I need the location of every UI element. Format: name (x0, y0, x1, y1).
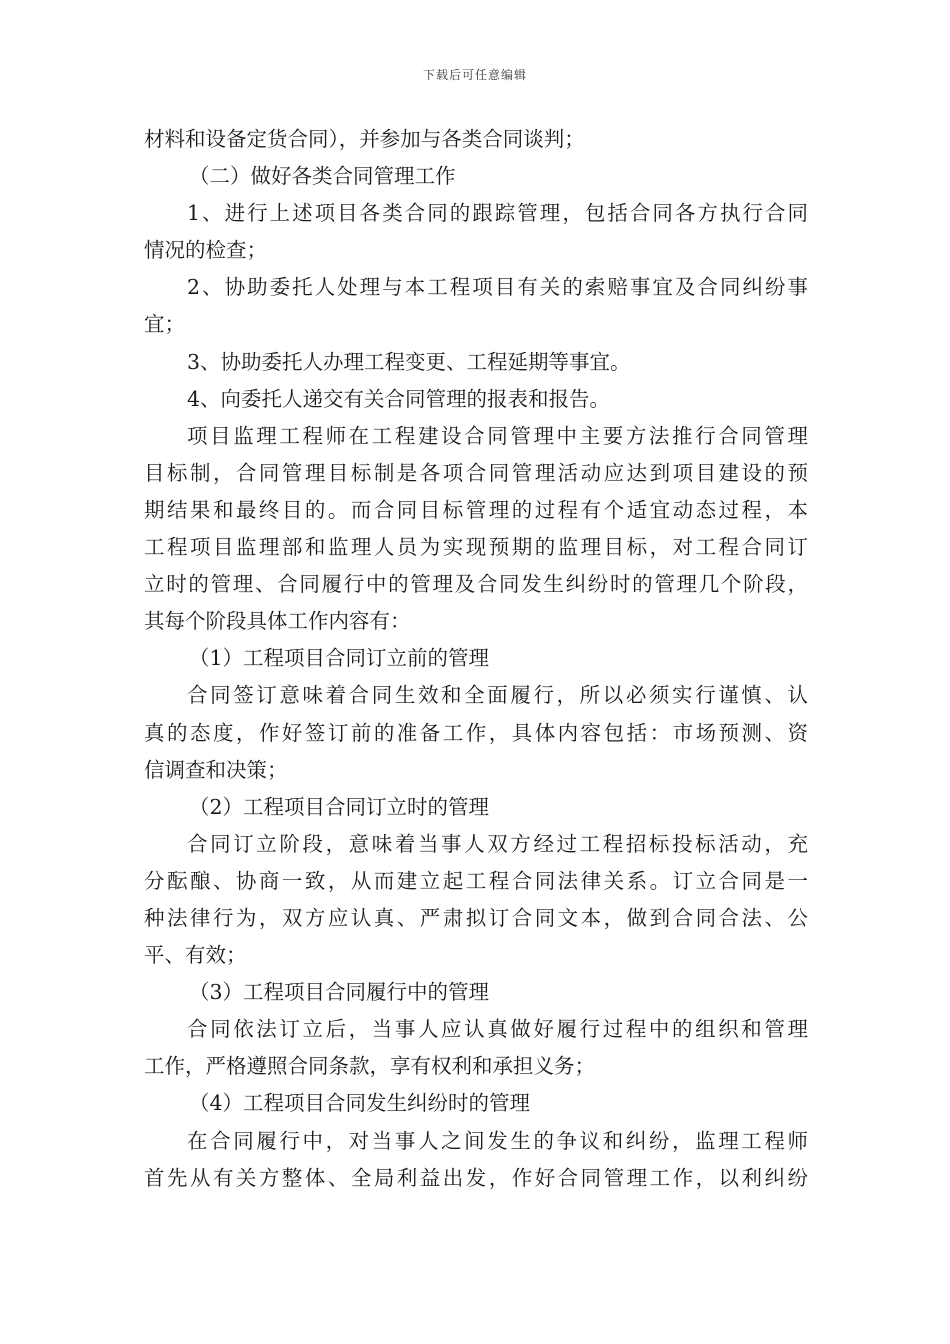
body-text (144, 121, 808, 1197)
text-line: 工作，严格遵照合同条款，享有权利和承担义务； (144, 1054, 595, 1079)
text-line: 1、进行上述项目各类合同的跟踪管理，包括合同各方执行合同 (187, 201, 808, 226)
text-line: 项目监理工程师在工程建设合同管理中主要方法推行合同管理 (187, 423, 808, 448)
text-line: （二）做好各类合同管理工作 (189, 164, 456, 189)
text-line: 合同签订意味着合同生效和全面履行，所以必须实行谨慎、认 (187, 683, 808, 708)
text-line: 4、向委托人递交有关合同管理的报表和报告。 (187, 386, 611, 411)
text-line: （3）工程项目合同履行中的管理 (189, 980, 490, 1005)
text-line: 目标制，合同管理目标制是各项合同管理活动应达到项目建设的预 (144, 460, 808, 485)
text-line: 其每个阶段具体工作内容有： (144, 609, 411, 634)
text-line: （2）工程项目合同订立时的管理 (189, 794, 490, 819)
header-note: 下载后可任意编辑 (422, 68, 527, 82)
text-line: 3、协助委托人办理工程变更、工程延期等事宜。 (187, 349, 631, 374)
text-line: （1）工程项目合同订立前的管理 (189, 646, 490, 671)
text-line: 平、有效； (144, 943, 247, 968)
text-line: 材料和设备定货合同），并参加与各类合同谈判； (144, 127, 585, 151)
text-line: 种法律行为，双方应认真、严肃拟订合同文本，做到合同合法、公 (144, 905, 808, 930)
text-line: 立时的管理、合同履行中的管理及合同发生纠纷时的管理几个阶段， (144, 572, 808, 597)
text-line: （4）工程项目合同发生纠纷时的管理 (189, 1091, 531, 1116)
text-line: 分酝酿、协商一致，从而建立起工程合同法律关系。订立合同是一 (144, 868, 808, 893)
text-line: 期结果和最终目的。而合同目标管理的过程有个适宜动态过程，本 (144, 497, 808, 522)
text-line: 首先从有关方整体、全局利益出发，作好合同管理工作，以利纠纷 (144, 1165, 808, 1190)
text-line: 信调查和决策； (144, 757, 288, 782)
text-line: 合同订立阶段，意味着当事人双方经过工程招标投标活动，充 (187, 831, 808, 856)
text-line: 真的态度，作好签订前的准备工作，具体内容包括：市场预测、资 (144, 720, 808, 745)
text-line: 合同依法订立后，当事人应认真做好履行过程中的组织和管理 (187, 1017, 808, 1042)
text-line: 2、协助委托人处理与本工程项目有关的索赔事宜及合同纠纷事 (187, 275, 808, 300)
text-line: 在合同履行中，对当事人之间发生的争议和纠纷，监理工程师 (187, 1128, 808, 1153)
text-line: 宜； (144, 312, 185, 337)
text-line: 工程项目监理部和监理人员为实现预期的监理目标，对工程合同订 (144, 535, 808, 560)
text-line: 情况的检查； (144, 238, 267, 263)
